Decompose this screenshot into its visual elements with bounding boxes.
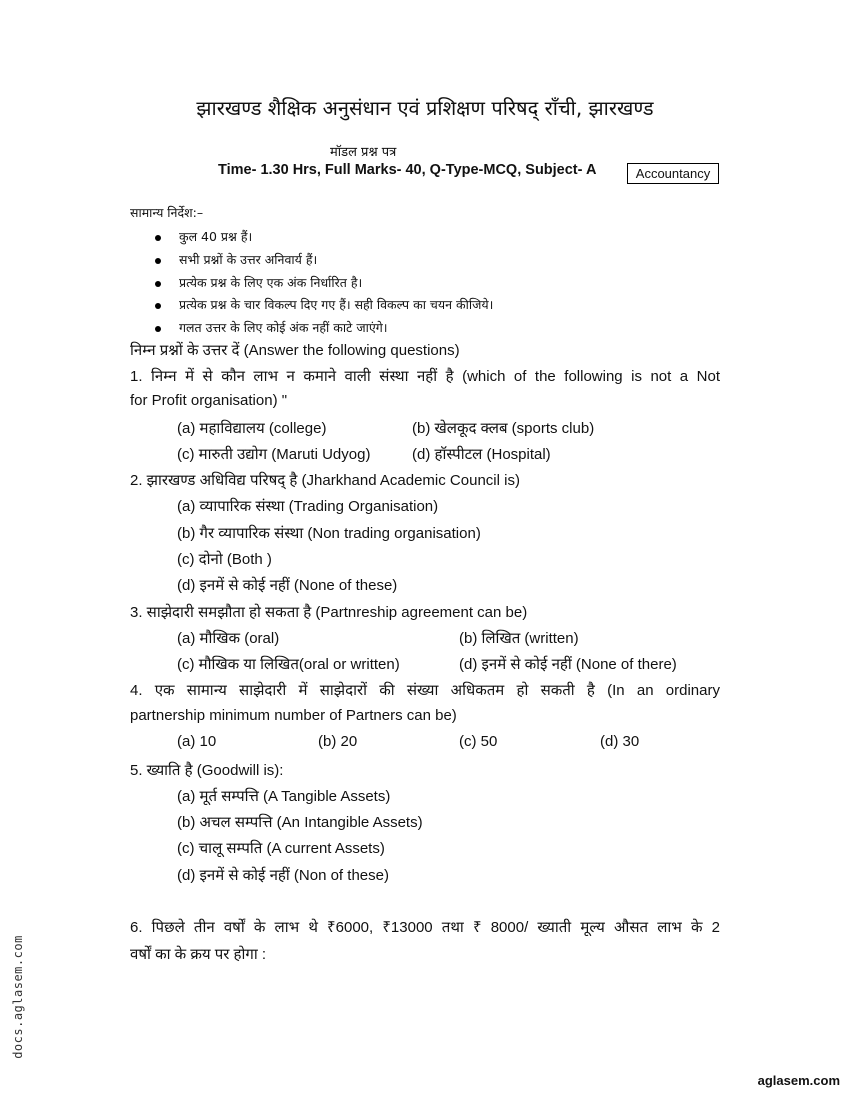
- question-1-text-cont: for Profit organisation) ": [130, 392, 288, 409]
- q1-option-c: (c) मारुती उद्योग (Maruti Udyog): [177, 446, 371, 463]
- bullet-icon: [155, 281, 161, 287]
- q2-option-b: (b) गैर व्यापारिक संस्था (Non trading organisation): [177, 525, 481, 542]
- exam-meta: Time- 1.30 Hrs, Full Marks- 40, Q-Type-MCQ, Subject- A: [218, 162, 597, 178]
- q3-option-a: (a) मौखिक (oral): [177, 630, 280, 647]
- q5-option-c: (c) चालू सम्पति (A current Assets): [177, 840, 385, 857]
- question-3-text: 3. साझेदारी समझौता हो सकता है (Partnreship agreement can be): [130, 604, 528, 621]
- bullet-icon: [155, 235, 161, 241]
- bullet-icon: [155, 303, 161, 309]
- bullet-icon: [155, 326, 161, 332]
- question-4-text: 4. एक सामान्य साझेदारी में साझेदारों की संख्या अधिकतम हो सकती है (In an ordinary: [130, 682, 720, 699]
- q4-option-b: (b) 20: [318, 733, 358, 750]
- q5-option-b: (b) अचल सम्पत्ति (An Intangible Assets): [177, 814, 423, 831]
- question-1-text: 1. निम्न में से कौन लाभ न कमाने वाली संस्था नहीं है (which of the following is not a Not: [130, 368, 720, 385]
- question-6-text-cont: वर्षों का के क्रय पर होगा :: [130, 946, 267, 963]
- q2-option-a: (a) व्यापारिक संस्था (Trading Organisation): [177, 498, 439, 515]
- q4-option-a: (a) 10: [177, 733, 217, 750]
- q2-option-d: (d) इनमें से कोई नहीं (None of these): [177, 577, 398, 594]
- q4-option-d: (d) 30: [600, 733, 640, 750]
- q3-option-c: (c) मौखिक या लिखित(oral or written): [177, 656, 400, 673]
- side-watermark: docs.aglasem.com: [10, 935, 25, 1059]
- brand-footer: aglasem.com: [757, 1073, 840, 1088]
- q1-option-b: (b) खेलकूद क्लब (sports club): [412, 420, 595, 437]
- instruction-item: कुल 40 प्रश्न हैं।: [155, 228, 252, 245]
- q5-option-d: (d) इनमें से कोई नहीं (Non of these): [177, 867, 389, 884]
- page-subtitle: मॉडल प्रश्न पत्र: [330, 145, 397, 160]
- q3-option-d: (d) इनमें से कोई नहीं (None of there): [459, 656, 677, 673]
- q2-option-c: (c) दोनो (Both ): [177, 551, 272, 568]
- q3-option-b: (b) लिखित (written): [459, 630, 579, 647]
- q4-option-c: (c) 50: [459, 733, 498, 750]
- instructions-heading: सामान्य निर्देश:–: [130, 205, 204, 220]
- q1-option-a: (a) महाविद्यालय (college): [177, 420, 327, 437]
- q5-option-a: (a) मूर्त सम्पत्ति (A Tangible Assets): [177, 788, 391, 805]
- instruction-item: गलत उत्तर के लिए कोई अंक नहीं काटे जाएंगे।: [155, 319, 388, 336]
- section-heading: निम्न प्रश्नों के उत्तर दें (Answer the following questions): [130, 342, 460, 359]
- question-2-text: 2. झारखण्ड अधिविद्य परिषद् है (Jharkhand Academic Council is): [130, 472, 520, 489]
- instruction-item: प्रत्येक प्रश्न के चार विकल्प दिए गए हैं। सही विकल्प का चयन कीजिये।: [155, 296, 493, 313]
- question-4-text-cont: partnership minimum number of Partners can be): [130, 707, 457, 724]
- bullet-icon: [155, 258, 161, 264]
- question-6-text: 6. पिछले तीन वर्षों के लाभ थे ₹6000, ₹13000 तथा ₹ 8000/ ख्याती मूल्य औसत लाभ के 2: [130, 919, 720, 936]
- q1-option-d: (d) हॉस्पीटल (Hospital): [412, 446, 551, 463]
- instruction-item: सभी प्रश्नों के उत्तर अनिवार्य हैं।: [155, 251, 317, 268]
- page-title: झारखण्ड शैक्षिक अनुसंधान एवं प्रशिक्षण परिषद् राँची, झारखण्ड: [196, 96, 654, 120]
- instruction-item: प्रत्येक प्रश्न के लिए एक अंक निर्धारित है।: [155, 274, 362, 291]
- question-5-text: 5. ख्याति है (Goodwill is):: [130, 762, 284, 779]
- subject-box: Accountancy: [627, 163, 719, 184]
